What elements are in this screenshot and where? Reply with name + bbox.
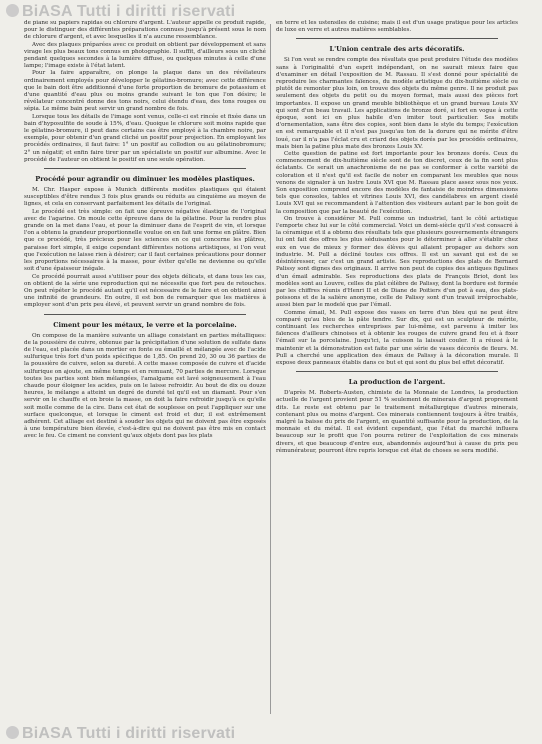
- watermark-top-text: BiASA Tutti i diritti riservati: [22, 3, 236, 20]
- section-divider: [296, 38, 498, 39]
- watermark-bottom-text: BiASA Tutti i diritti riservati: [22, 725, 236, 742]
- section-heading: Ciment pour les métaux, le verre et la porcelaine.: [53, 320, 237, 329]
- left-column: [24, 20, 266, 720]
- paragraph: D'après M. Roberts-Austen, chimiste de la Monnaie de Londres, la production actuelle de l'argent provient pour 51 % seulement de minerais d'argent proprement dits. Le reste est obtenu par le traitement métallurgique d'autres minerais, contenant plus ou moins d'argent. Ces minerais contiennent toujours à être traités, malgré la baisse du prix de l'argent, en quantité suffisante pour la production, de la monnaie et du métal. Il est évident cependant, que l'état du marché influera beaucoup sur le profit que l'on pourra retirer de l'exploitation de ces minerais divers, et que beaucoup d'entre eux, abandonnés aujourd'hui à cause du prix peu rémunérateur, pourront être repris lorsque cet état de choses se sera modifié.: [276, 390, 518, 454]
- biasa-logo-icon: [6, 726, 19, 739]
- column-gutter: [270, 24, 271, 714]
- biasa-logo-icon: [6, 4, 19, 17]
- paragraph: Si l'on veut se rendre compte des résultats que peut produire l'étude des modèles sans à l'originalité d'un esprit indépendant, on ne saurait mieux faire que d'examiner en détail l'exposition de M. Rassau. Il s'est donné pour spécialité de reproduire les charmantes faïences, du modèle artistique du dix-huitième siècle ou plutôt de remonter plus loin, on trouve des objets du même genre. Il ne produit pas seulement des objets du petit ou du moyen format, mais aussi des pièces fort importantes. Il expose un grand meuble bibliothèque et un grand bureau Louis XV qui sont d'un beau travail. Les applications de bronze doré, si fort en vogue à cette époque, sont ici en plus habile d'en imiter tout particulier. Ses motifs d'ornementation, sans être des copies, sont bien dans le style du temps; l'exécution en est remarquable et il n'est pas jusqu'au ton de la dorure qui ne mérite d'être loué, car il n'a pas l'éclat cru et criard des objets dorés par les procédés ordinaires, mais bien la patine plus mate des bronzes Louis XV.: [276, 57, 518, 150]
- paragraph: Lorsque tous les détails de l'image sont venus, celle-ci est rincée et fixée dans un bain d'hyposulfite de soude à 15%, d'eau. Quoique le chlorure soit moins rapide que le gélatino-bromure, il peut dans certains cas être employé à la chambre noire, par exemple, pour obtenir d'un grand cliché un positif pour projection. En employant les procédés ordinaires, il faut faire: 1° un positif au collodion ou au gélatinobromure; 2° un négatif; et enfin faire tirer par un spécialiste un positif sur albumine. Avec le procédé de l'auteur on obtient le positif en une seule opération.: [24, 113, 266, 163]
- paragraph: On compose de la manière suivante un alliage consistant en parties métalliques: de la poussière de cuivre, obtenue par la précipitation d'une solution de sulfate dans de l'eau, est placée dans un mortier en fonte ou émaillé et mélangée avec de l'acide sulfurique très fort d'un poids spécifique de 1,85. On prend 20, 30 ou 36 parties de la poussière de cuivre, selon sa dureté. A cette masse composée de cuivre et d'acide sulfurique on ajoute, en même temps et en remuant, 70 parties de mercure. Lorsque toutes les parties sont bien mélangées, l'amalgame est lavé soigneusement à l'eau chaude pour éloigner les acides, puis on le laisse refroidir. Au bout de dix ou douze heures, le mélange a atteint un degré de dureté tel qu'il est un diamant. Pour s'en servir on le chauffe et on broie la masse, on doit la faire refroidir jusqu'à ce qu'elle soit molle comme de la cire. Dans cet état de souplesse on peut l'appliquer sur une surface quelconque, et lorsque le ciment est froid et dur, il est extrêmement adhérent. Cet alliage est destiné à souder les objets qui ne doivent pas être exposés à une température bien élevée, c'est-à-dire qui ne doivent pas être mis en contact avec le feu. Ce ciment ne convient qu'aux objets dont pas les plats: [24, 332, 266, 440]
- section-heading: La production de l'argent.: [348, 378, 446, 387]
- paragraph: Cette question de patine est fort importante pour les bronzes dorés. Ceux du commencement de dix-huitième siècle sont de ton discret, ceux de la fin sont plus éclatants. Ce serait un anachronisme de ne pas se conformer à cette variété de coloration et il n'est qu'il est facile de noter en comparant les meubles que nous venons de signaler à un lustre Louis XVI que M. Rassau place assez sous nos yeux. Son exposition comprend encore des modèles de fantaisie de moindres dimensions tels que consoles, tables et vitrines Louis XVI, des candélabres en argent ciselé Louis XVI qui se recommandent à l'attention des visiteurs autant par le bon goût de la composition que par la beauté de l'exécution.: [276, 151, 518, 215]
- section-heading: L'Union centrale des arts décoratifs.: [329, 45, 465, 54]
- watermark-bottom: [6, 725, 235, 743]
- paragraph: Avec des plaques préparées avec ce produit on obtient par développement et sans virage les plus beaux tons connus en photographie. Il suffit, d'ailleurs sous un cliché pendant quelques secondes à la lumière diffuse, ou quelques minutes à celle d'une lampe; l'image existe à l'état latent.: [24, 41, 266, 70]
- section-divider: [44, 168, 246, 169]
- paragraph: Comme émail, M. Pull expose des vases en terre d'un bleu qui ne peut être comparé qu'au bleu de la pâte tendre. Sur dix, qui est un sculpteur de mérite, continuant les recherches entreprises par lui-même, est parvenu à imiter les faïences d'ailleurs chinoises et à obtenir les rouges de cuivre grand feu et à fixer l'émail sur la porcelaine. Jusqu'ici, la cuisson la laissait couler. Il a réussi à le maintenir et la démonstration est faite par une série de vases décorés de fleurs. M. Pull a cherché une application des émaux de Palissy à la décoration murale. Il expose deux panneaux établis dans ce but et qui sont du plus bel effet décoratif.: [276, 309, 518, 366]
- right-column: [276, 20, 518, 720]
- watermark-top: [6, 3, 235, 21]
- paragraph: On trouve à considérer M. Pull comme un industriel, tant le côté artistique l'emporte chez lui sur le côté commercial. Voici un demi-siècle qu'il s'est consacré à la céramique et il a obtenu des résultats tels que plusieurs gouvernements étrangers lui ont fait des offres les plus séduisantes pour le déterminer à aller s'établir chez eux en vue de mieux y former des élèves qui allaient propager au dehors son industrie. M. Pull a décliné toutes ces offres. Il est un savant qui est de se désintéresser, car c'est un grand artiste. Ses reproductions des plats de Bernard Palissy sont dignes des originaux. Il arrive non peut de copies des antiques figulines d'un émail admirable. Ses reproductions des plats de François Briot, dont les modèles sont au Louvre, celles du plat célèbre de Palissy, dont la bordure est formée par les chiffres réunis d'Henri II et de Diane de Poitiers d'un pot à eau, des plats-poissons et de la salière anonyme, celle de Palissy sont d'un travail irréprochable, aussi bien par le modelé que par l'émail.: [276, 215, 518, 309]
- section-divider: [296, 371, 498, 372]
- paragraph: M. Chr. Hasper expose à Munich différents modèles plastiques qui étaient susceptibles d'être rendus 3 fois plus grands ou réduits au cinquième au moyen de lignes, et cela en conservant parfaitement les détails de l'original.: [24, 187, 266, 208]
- section-heading: Procédé pour agrandir ou diminuer les modèles plastiques.: [35, 175, 255, 184]
- paragraph: en terre et les ustensiles de cuisine; mais il est d'un usage pratique pour les articles de luxe en verre et autres matières semblables.: [276, 20, 518, 34]
- paragraph: Pour la faire apparaître, on plonge la plaque dans un des révélateurs ordinairement employés pour développer le gélatino-bromure; avec cette différence que le bain doit être additionné d'une forte proportion de bromure de potassium et d'une quantité d'eau plus ou moins grande suivant le ton que l'on désire; le révélateur concentré donne des tons noirs, celui étendu d'eau, des tons rouges ou sépia. Le même bain peut servir un grand nombre de fois.: [24, 70, 266, 113]
- paragraph: de piane su papiers rapidas ou chlorure d'argent. L'auteur appelle ce produit rapide, pour le distinguer des différentes préparations connues jusqu'à présent sous le nom de chlorure d'argent, et avec lesquelles il n'a aucune ressemblance.: [24, 20, 266, 41]
- paragraph: Le procédé est très simple: on fait une épreuve négative élastique de l'original avec de l'agarine. On moule cette épreuve dans de la gélatine. Pour la rendre plus grande on la met dans l'eau, et pour la diminuer dans de l'esprit de vin, et lorsque l'on a obtenu la grandeur proportionnelle voulue on en fait une forme en plâtre. Bien que ce procédé, très précieux pour les sciences en ce qui concerne les plâtres, paraisse fort simple, il exige cependant différentes notions artistiques, si l'on veut que l'exécution ne laisse rien à désirer; car il faut certaines précautions pour donner les proportions nécessaires à la masse, pour éviter qu'elle ne devienne ou qu'elle soit d'une épaisseur inégale.: [24, 208, 266, 273]
- section-divider: [44, 314, 246, 315]
- paragraph: Ce procédé pourrait aussi s'utiliser pour des objets délicats, et dans tous les cas, on obtient de la série une reproduction qui ne nécessite que fort peu de retouches. On peut répéter le procédé autant qu'il est nécessaire de le faire et on obtient ainsi une infinité de grandeurs. En outre, il est bon de remarquer que les matières à employer sont d'un prix peu élevé, et peuvent servir un grand nombre de fois.: [24, 273, 266, 309]
